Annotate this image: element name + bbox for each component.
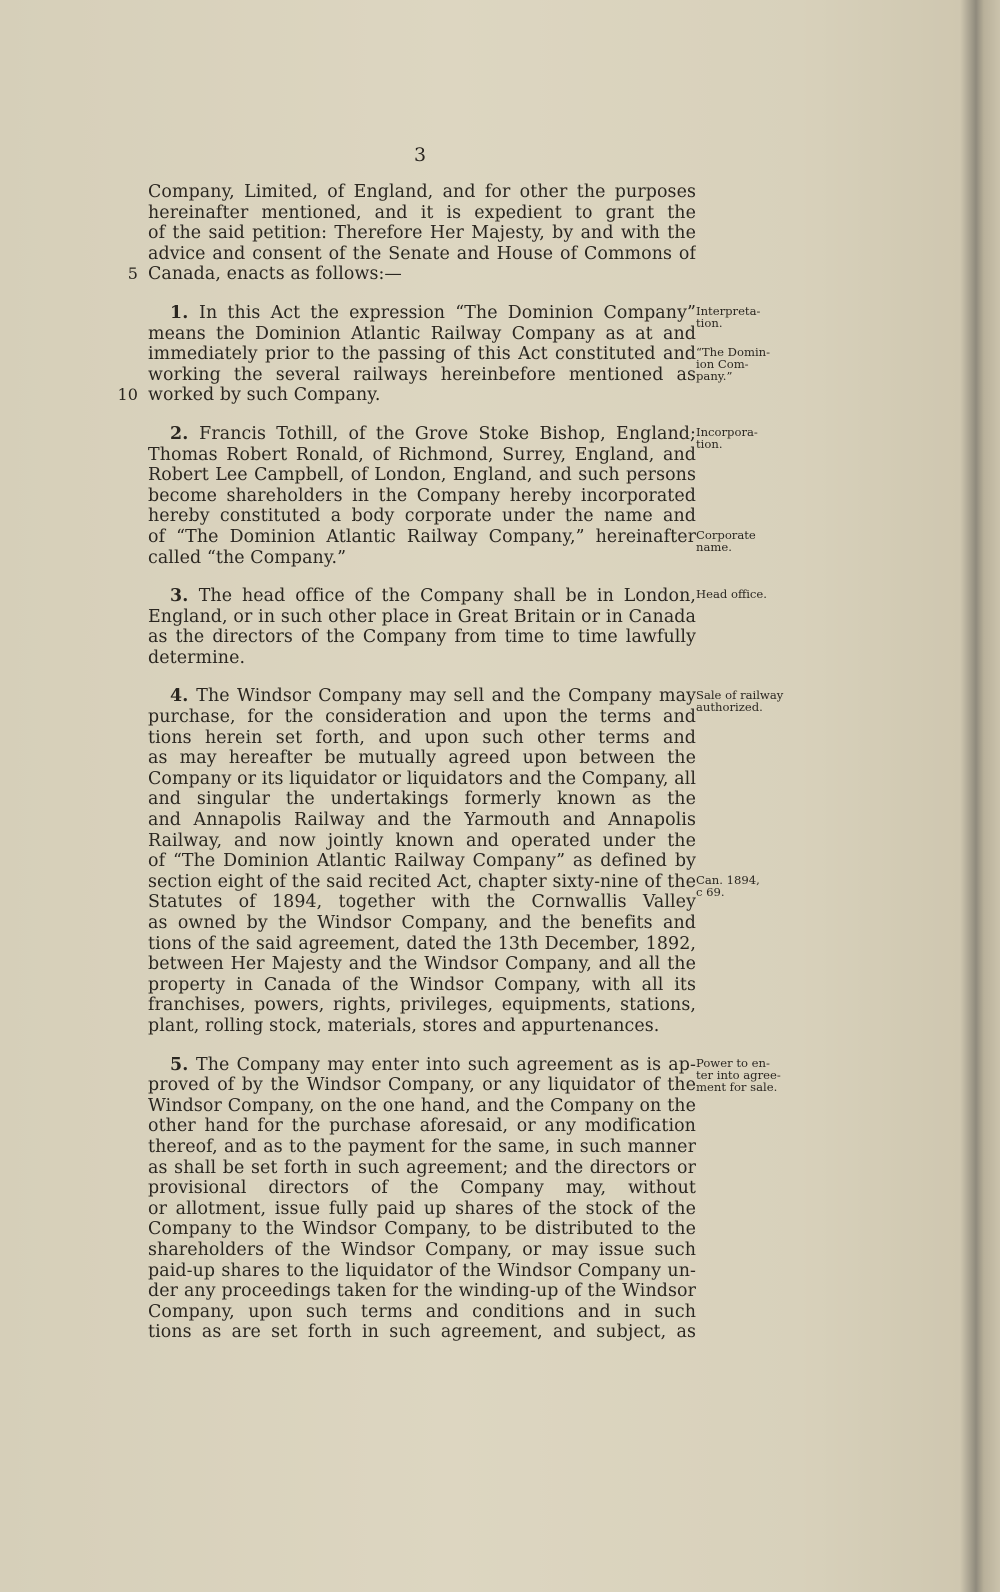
margin-note: Can. 1894, c 69. [696,873,760,899]
text-line [148,648,696,669]
margin-note: Power to en- ter into agree- ment for sale. [696,1055,781,1094]
line-text: Railway, and now jointly known and operated under the [148,830,696,851]
text-line [148,748,696,769]
text-line [148,244,696,265]
line-number: 10 [117,385,138,405]
text-line [148,445,696,466]
text-line [148,707,696,728]
margin-note: Sale of railway authorized. [696,687,784,714]
line-text: The Company may enter into such agreement as is ap- [196,1054,696,1075]
line-text: of the said petition: Therefore Her Majesty, by and with the [148,223,696,244]
section-number: 2. [170,423,200,444]
text-line [148,1302,696,1323]
line-text: shareholders of the Windsor Company, or may issue such [148,1239,696,1260]
text-line [148,627,696,648]
text-line [148,1240,696,1261]
line-text: called “the Company.” [148,547,347,568]
text-line [148,465,696,486]
line-text: der any proceedings taken for the winding-up of the Windsor [148,1281,696,1302]
line-text: as may hereafter be mutually agreed upon between the [148,748,696,769]
line-text: other hand for the purchase aforesaid, or any modification [148,1116,696,1137]
text-line [148,1178,696,1199]
text-line [148,1199,696,1220]
line-text: Canada, enacts as follows:— [148,264,402,285]
line-text: Company to the Windsor Company, to be distributed to the [148,1219,696,1240]
line-text: tions herein set forth, and upon such other terms and [148,727,696,748]
text-line [148,975,696,996]
text-line [148,607,696,628]
text-line [148,1075,696,1096]
line-text: hereby constituted a body corporate under the name and [148,506,696,527]
text-line [148,913,696,934]
line-text: and singular the undertakings formerly known as the [148,789,696,810]
text-line [148,324,696,345]
text-line [148,506,696,527]
line-text: or allotment, issue fully paid up shares of the stock of the [148,1198,696,1219]
text-line [148,728,696,749]
text-line [148,1281,696,1302]
text-line [148,365,696,386]
text-line [148,934,696,955]
line-text: The Windsor Company may sell and the Company may [196,686,696,707]
text-line [117,385,696,406]
line-text: Robert Lee Campbell, of London, England, and such persons [148,465,696,486]
text-line [148,1158,696,1179]
text-line [148,424,696,445]
line-text: worked by such Company. [148,385,381,406]
line-text: Francis Tothill, of the Grove Stoke Bishop, England; [199,423,696,444]
line-text: section eight of the said recited Act, chapter sixty-nine of the [148,871,696,892]
line-text: tions as are set forth in such agreement, and subject, as [148,1322,696,1343]
line-text: means the Dominion Atlantic Railway Company as at and [148,323,696,344]
line-text: of “The Dominion Atlantic Railway Company,” hereinafter [148,526,696,547]
page-number: 3 [413,144,427,166]
margin-note: “The Domin- ion Com- pany.” [696,345,771,384]
text-line [148,1016,696,1037]
section-number: 5. [170,1054,197,1075]
text-line [148,1055,696,1076]
line-text: property in Canada of the Windsor Company, with all its [148,974,696,995]
line-number: 5 [127,264,138,284]
line-text: Company or its liquidator or liquidators and the Company, all [148,768,696,789]
line-text: plant, rolling stock, materials, stores and appurtenances. [148,1015,660,1036]
line-text: become shareholders in the Company hereby incorporated [148,485,696,506]
text-line [148,303,696,324]
text-line [148,995,696,1016]
paragraph-gap [148,406,696,424]
line-text: provisional directors of the Company may, without [148,1178,696,1199]
margin-note: Corporate name. [696,528,756,554]
paragraph-gap [148,668,696,686]
text-line [148,486,696,507]
statute-text [117,182,696,1343]
paragraph-gap [148,1037,696,1055]
line-text: Thomas Robert Ronald, of Richmond, Surrey, England, and [148,444,696,465]
text-line [148,203,696,224]
text-line [148,892,696,913]
line-text: Company, Limited, of England, and for other the purposes [148,182,696,202]
text-line [148,1096,696,1117]
text-line [148,527,696,548]
line-text: and Annapolis Railway and the Yarmouth and Annapolis [148,810,696,831]
section-number: 4. [170,686,197,707]
text-line [148,1116,696,1137]
text-line [148,851,696,872]
line-text: as the directors of the Company from time to time lawfully [148,627,696,648]
line-text: franchises, powers, rights, privileges, equipments, stations, [148,995,696,1016]
text-line [148,1322,696,1343]
text-line [148,789,696,810]
margin-note: Head office. [696,587,767,602]
text-line [148,686,696,707]
paragraph-gap [148,285,696,303]
margin-note: Interpreta- tion. [696,304,761,330]
line-text: as owned by the Windsor Company, and the benefits and [148,913,696,933]
line-text: paid-up shares to the liquidator of the Windsor Company un- [148,1260,696,1281]
text-line [148,548,696,569]
text-line [148,223,696,244]
line-text: proved of by the Windsor Company, or any liquidator of the [148,1075,696,1096]
line-text: as shall be set forth in such agreement; and the directors or [148,1157,696,1178]
line-text: England, or in such other place in Great Britain or in Canada [148,606,696,627]
text-line [148,586,696,607]
line-text: tions of the said agreement, dated the 13th December, 1892, [148,933,696,954]
line-text: Company, upon such terms and conditions and in such [148,1301,696,1322]
line-text: purchase, for the consideration and upon the terms and [148,707,696,728]
line-text: immediately prior to the passing of this Act constituted and [148,344,696,365]
text-line [148,831,696,852]
text-line [148,182,696,203]
text-line [148,810,696,831]
line-text: thereof, and as to the payment for the same, in such manner [148,1136,696,1157]
line-text: hereinafter mentioned, and it is expedient to grant the [148,202,696,223]
text-line [148,344,696,365]
text-line [148,1219,696,1240]
line-text: The head office of the Company shall be in London, [198,586,696,607]
text-line [127,264,696,285]
line-text: of “The Dominion Atlantic Railway Company” as defined by [148,851,696,872]
text-line [148,954,696,975]
text-line [148,769,696,790]
line-text: advice and consent of the Senate and House of Commons of [148,243,696,264]
text-line [148,1137,696,1158]
text-line [148,872,696,893]
text-line [148,1261,696,1282]
line-text: determine. [148,647,246,668]
paragraph-gap [148,568,696,586]
line-text: In this Act the expression “The Dominion Company” [199,302,696,323]
line-text: between Her Majesty and the Windsor Company, and all the [148,954,696,975]
line-text: Statutes of 1894, together with the Cornwallis Valley [148,892,696,913]
line-text: Windsor Company, on the one hand, and the Company on the [148,1095,696,1116]
section-number: 3. [170,586,199,607]
section-number: 1. [170,302,199,323]
margin-note: Incorpora- tion. [696,425,758,451]
line-text: working the several railways hereinbefore mentioned as [148,364,696,385]
